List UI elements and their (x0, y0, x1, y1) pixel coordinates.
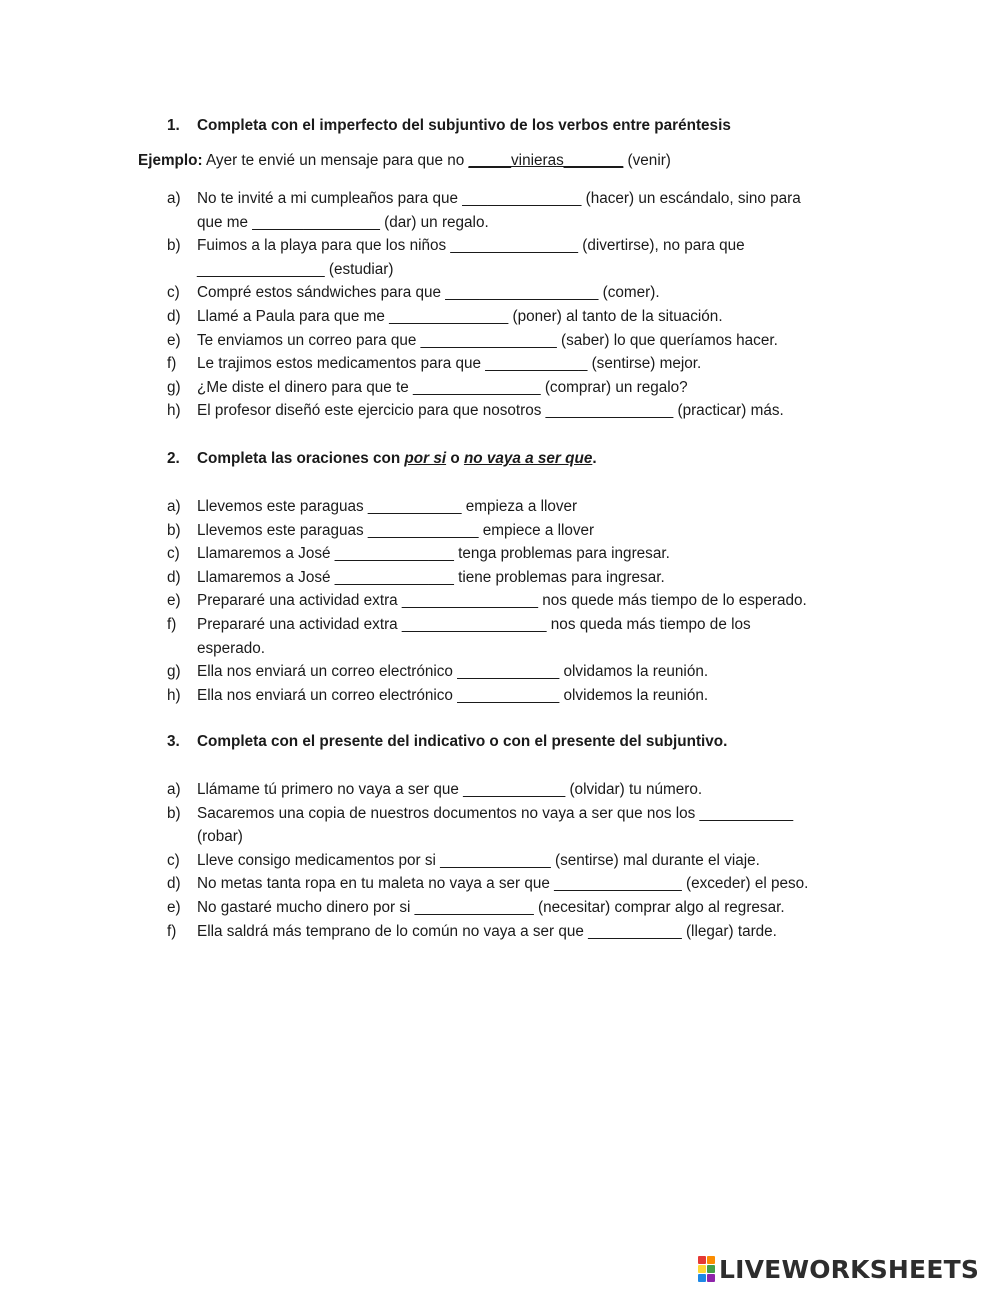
logo-block (707, 1274, 715, 1282)
item-letter: b) (167, 521, 181, 539)
item-letter: a) (167, 190, 181, 207)
section1-title: Completa con el imperfecto del subjuntivo de los verbos entre paréntesis (197, 117, 731, 134)
logo-block (698, 1256, 706, 1264)
item-text-line: Llevemos este paraguas _____________ empiece a llover (197, 521, 595, 539)
item-text-line: (robar) (197, 828, 243, 846)
item-text-line: Compré estos sándwiches para que __________________ (comer). (197, 284, 660, 302)
item-text-line: Llamé a Paula para que me ______________ (poner) al tanto de la situación. (197, 307, 723, 325)
item-letter: a) (167, 498, 181, 515)
item-text-line: Ella nos enviará un correo electrónico ____________ olvidamos la reunión. (197, 663, 709, 681)
section3-title: Completa con el presente del indicativo o con el presente del subjuntivo. (197, 733, 728, 750)
section1-list (167, 187, 867, 423)
exercise-item (167, 589, 867, 613)
item-text-line: ¿Me diste el dinero para que te _______________ (comprar) un regalo? (197, 378, 688, 396)
exercise-item (167, 542, 867, 566)
section2-heading (167, 450, 597, 468)
section1-number: 1. (167, 117, 180, 134)
exercise-item (167, 281, 867, 305)
item-letter: b) (167, 804, 181, 822)
option-por-si: por si (404, 450, 447, 467)
item-letter: f) (167, 355, 177, 373)
exercise-item (167, 329, 867, 353)
logo-block (707, 1265, 715, 1273)
exercise-item (167, 660, 867, 684)
exercise-item (167, 305, 867, 329)
item-letter: g) (167, 378, 181, 396)
item-letter: g) (167, 663, 181, 681)
item-text-line: Llamaremos a José ______________ tiene problemas para ingresar. (197, 568, 665, 586)
section1-heading (167, 117, 731, 135)
exercise-item (167, 849, 867, 873)
example-answer: _____vinieras_______ (468, 152, 624, 169)
item-letter: f) (167, 615, 177, 633)
section2-connector: o (446, 450, 464, 467)
item-letter: d) (167, 875, 181, 893)
section2-title-prefix: Completa las oraciones con (197, 450, 405, 467)
item-text-line: Ella nos enviará un correo electrónico ____________ olvidemos la reunión. (197, 686, 709, 704)
item-letter: f) (167, 922, 177, 940)
exercise-item (167, 187, 867, 234)
example-line (138, 152, 671, 170)
item-text-line: Prepararé una actividad extra _________________ nos queda más tiempo de los (197, 615, 751, 633)
logo-block (698, 1265, 706, 1273)
item-text-line: _______________ (estudiar) (197, 260, 394, 278)
item-letter: c) (167, 545, 180, 563)
item-text-line: No te invité a mi cumpleaños para que ______________ (hacer) un escándalo, sino para (197, 190, 801, 207)
item-text-line: esperado. (197, 639, 266, 657)
section3-list (167, 778, 867, 943)
item-letter: d) (167, 307, 181, 325)
example-text: Ayer te envié un mensaje para que no (206, 152, 469, 169)
logo-block (707, 1256, 715, 1264)
logo-text: LIVEWORKSHEETS (719, 1254, 980, 1284)
item-text-line: Ella saldrá más temprano de lo común no vaya a ser que ___________ (llegar) tarde. (197, 922, 777, 940)
item-letter: e) (167, 592, 181, 610)
item-letter: a) (167, 781, 181, 798)
exercise-item (167, 399, 867, 423)
example-verb: (venir) (623, 152, 671, 169)
item-letter: b) (167, 237, 181, 255)
exercise-item (167, 613, 867, 660)
exercise-item (167, 376, 867, 400)
exercise-item (167, 802, 867, 849)
section3-number: 3. (167, 733, 180, 750)
exercise-item (167, 234, 867, 281)
exercise-item (167, 519, 867, 543)
logo-mark-icon (698, 1256, 715, 1282)
item-text-line: que me _______________ (dar) un regalo. (197, 213, 489, 231)
item-letter: h) (167, 686, 181, 704)
exercise-item (167, 896, 867, 920)
item-text-line: Sacaremos una copia de nuestros documentos no vaya a ser que nos los ___________ (197, 804, 794, 822)
exercise-item (167, 684, 867, 708)
liveworksheets-logo (698, 1254, 979, 1284)
item-text-line: Fuimos a la playa para que los niños _______________ (divertirse), no para que (197, 237, 745, 255)
item-text-line: Te enviamos un correo para que ________________ (saber) lo que queríamos hacer. (197, 331, 778, 349)
item-text-line: El profesor diseñó este ejercicio para que nosotros _______________ (practicar) más. (197, 402, 784, 420)
item-text-line: Lleve consigo medicamentos por si _____________ (sentirse) mal durante el viaje. (197, 851, 760, 869)
item-letter: e) (167, 898, 181, 916)
item-text-line: No gastaré mucho dinero por si ______________ (necesitar) comprar algo al regresar. (197, 898, 785, 916)
item-text-line: Le trajimos estos medicamentos para que ____________ (sentirse) mejor. (197, 355, 702, 373)
section3-heading (167, 733, 727, 751)
section2-number: 2. (167, 450, 180, 467)
section2-list (167, 495, 867, 707)
section2-title-suffix: . (592, 450, 597, 467)
item-text-line: No metas tanta ropa en tu maleta no vaya a ser que _______________ (exceder) el peso. (197, 875, 809, 893)
item-letter: c) (167, 284, 180, 302)
item-text-line: Llámame tú primero no vaya a ser que ____________ (olvidar) tu número. (197, 781, 703, 798)
exercise-item (167, 778, 867, 802)
exercise-item (167, 495, 867, 519)
item-letter: d) (167, 568, 181, 586)
option-no-vaya-a-ser-que: no vaya a ser que (463, 450, 593, 467)
logo-block (698, 1274, 706, 1282)
item-text-line: Llamaremos a José ______________ tenga problemas para ingresar. (197, 545, 670, 563)
item-letter: c) (167, 851, 180, 869)
item-text-line: Llevemos este paraguas ___________ empieza a llover (197, 498, 578, 515)
exercise-item (167, 920, 867, 944)
example-label: Ejemplo: (138, 152, 203, 169)
item-text-line: Prepararé una actividad extra ________________ nos quede más tiempo de lo esperado. (197, 592, 807, 610)
exercise-item (167, 352, 867, 376)
exercise-item (167, 872, 867, 896)
exercise-item (167, 566, 867, 590)
item-letter: h) (167, 402, 181, 420)
item-letter: e) (167, 331, 181, 349)
